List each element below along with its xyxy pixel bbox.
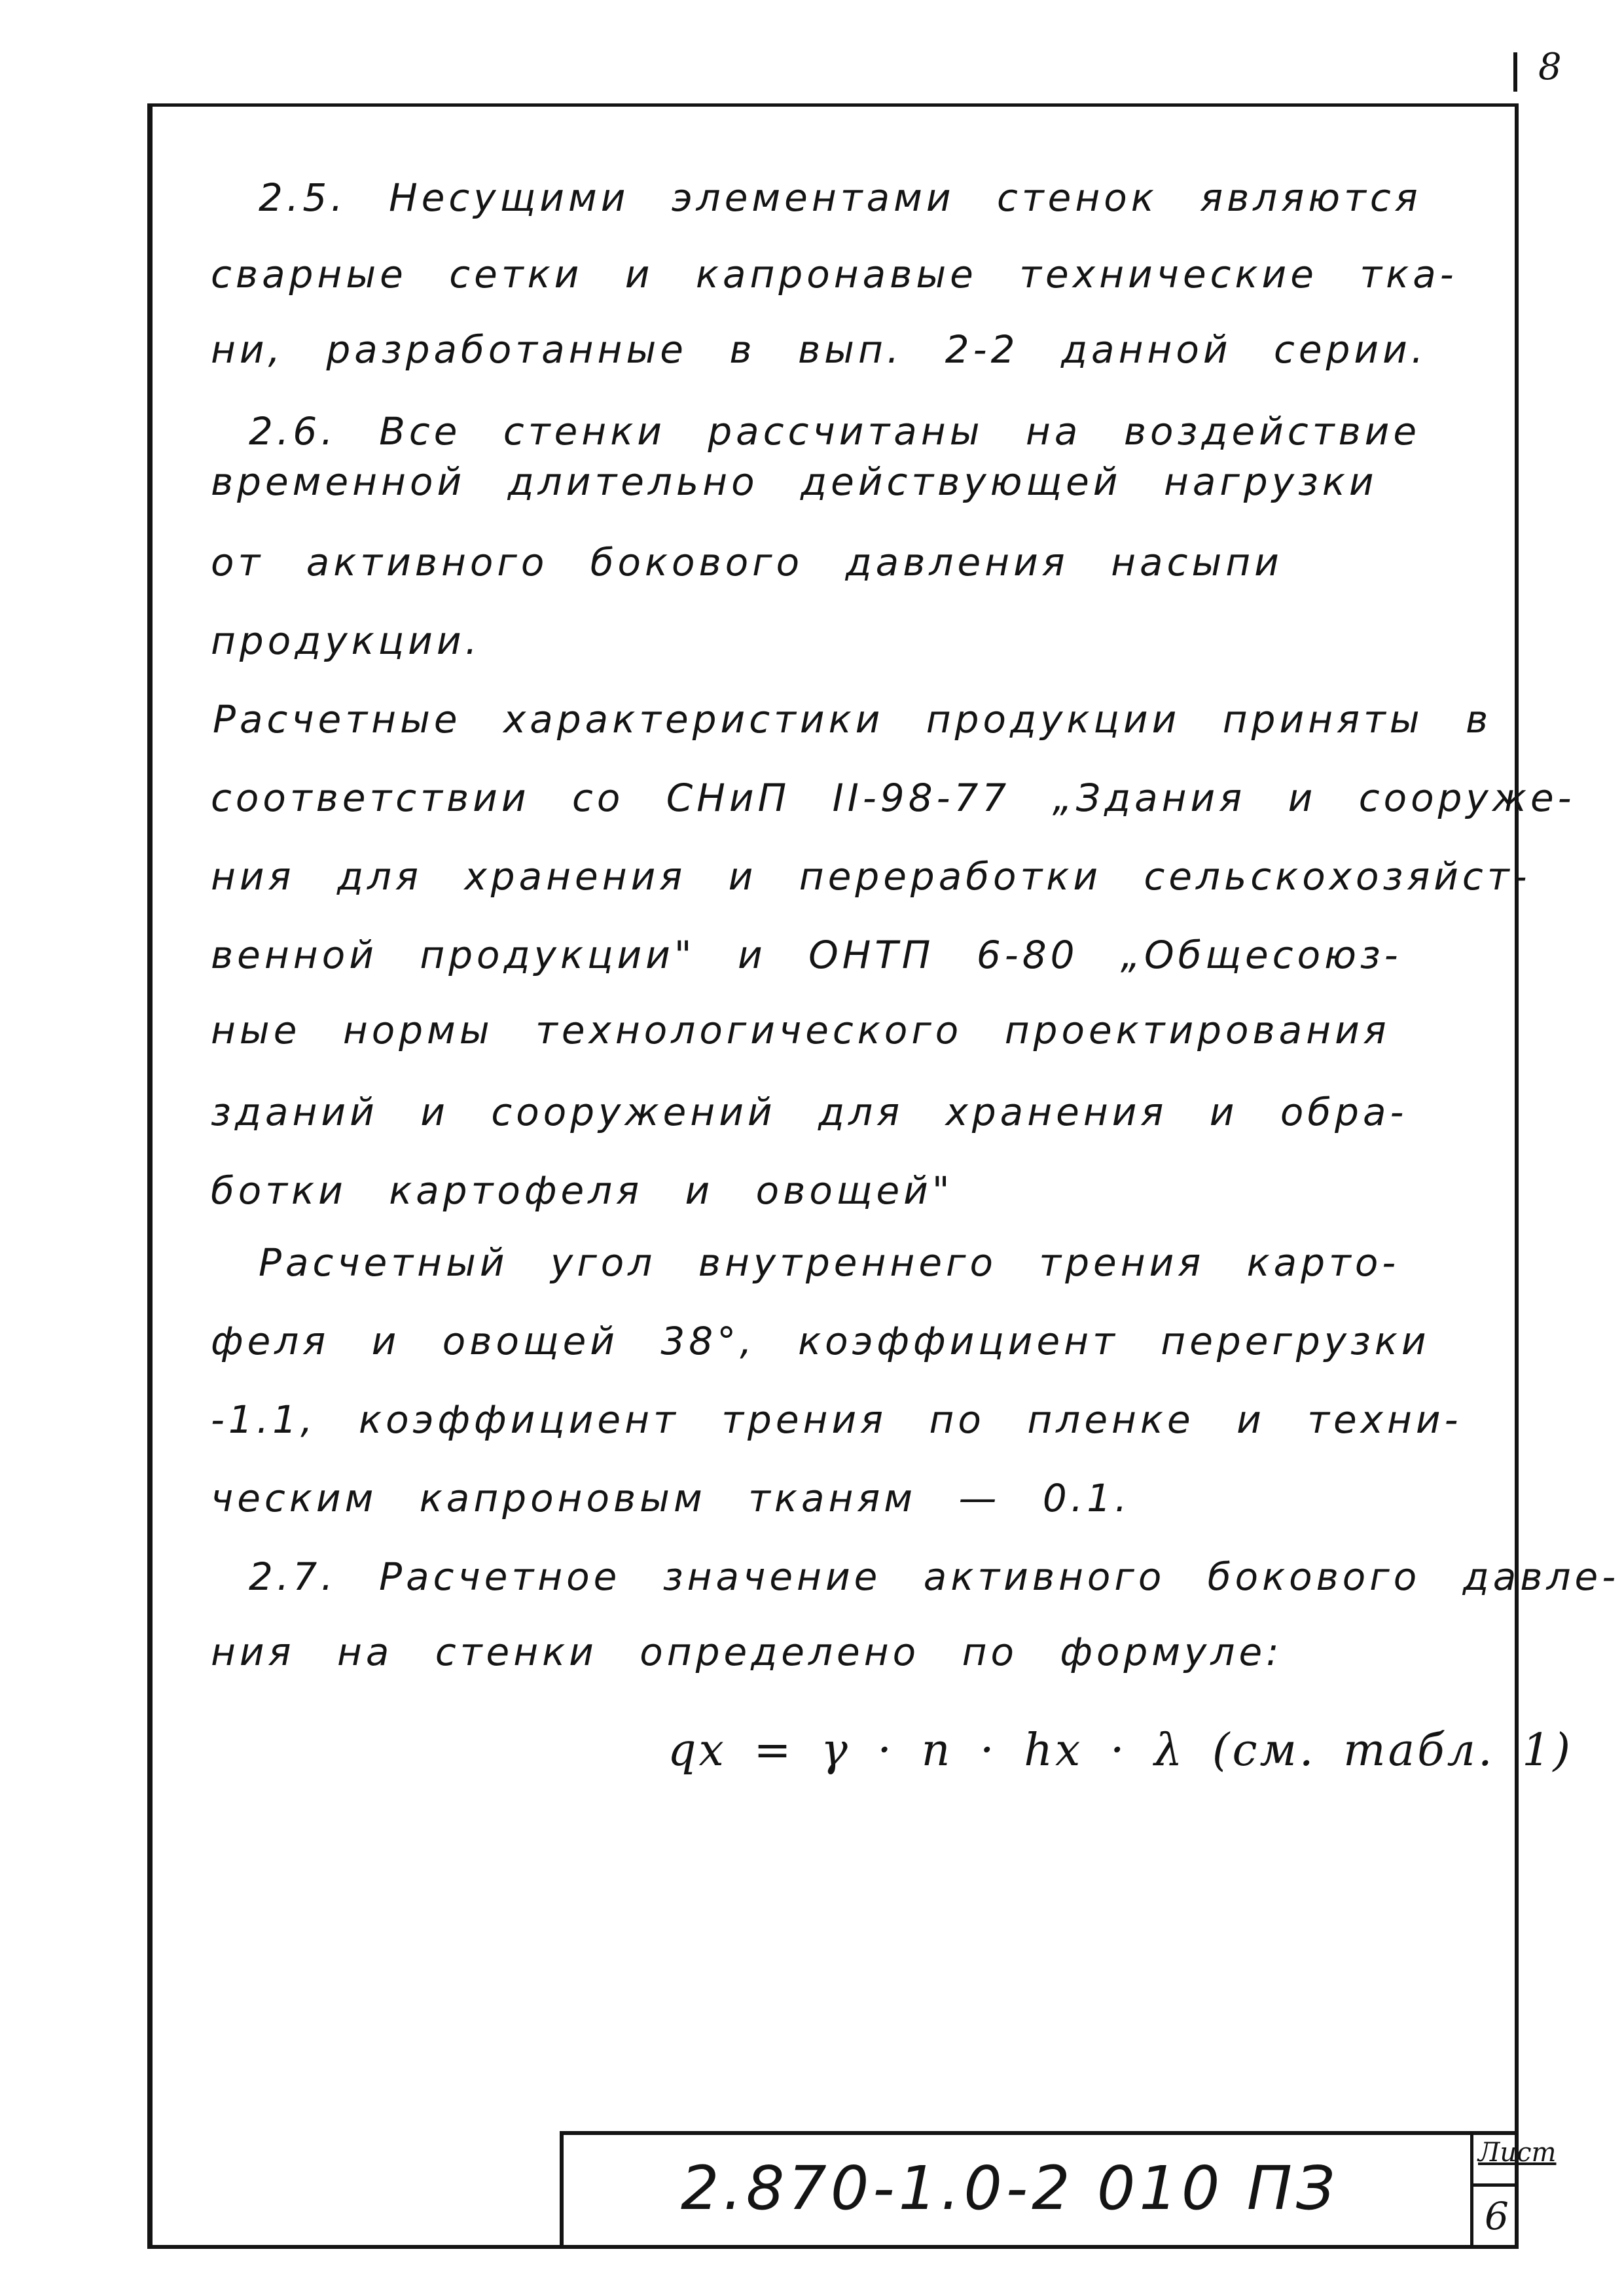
- text-line: ботки картофеля и овощей": [211, 1168, 954, 1213]
- text-line: 2.5. Несущими элементами стенок являются: [259, 175, 1422, 220]
- text-line: ния для хранения и переработки сельскохозяйст-: [211, 854, 1531, 899]
- text-line: 2.6. Все стенки рассчитаны на воздействие: [249, 409, 1421, 454]
- text-line: ни, разработанные в вып. 2-2 данной серии.: [211, 327, 1428, 372]
- text-line: сварные сетки и капронавые технические тка-: [211, 252, 1458, 296]
- text-line: Расчетные характеристики продукции приняты в: [213, 697, 1492, 742]
- text-line: от активного бокового давления насыпи: [211, 540, 1283, 584]
- text-line: продукции.: [211, 619, 481, 663]
- sheet-number: 6: [1485, 2194, 1509, 2238]
- formula: qx = γ · n · hx · λ (см. табл. 1): [668, 1725, 1573, 1776]
- text-line: венной продукции" и ОНТП 6-80 „Общесоюз-: [211, 933, 1402, 977]
- text-line: временной длительно действующей нагрузки: [211, 459, 1378, 504]
- text-line: соответствии со СНиП II-98-77 „Здания и сооруже-: [211, 776, 1576, 820]
- text-line: 2.7. Расчетное значение активного бокового давле-: [249, 1554, 1620, 1599]
- text-line: ческим капроновым тканям — 0.1.: [211, 1476, 1131, 1520]
- text-line: -1.1, коэффициент трения по пленке и техни-: [211, 1397, 1462, 1442]
- sheet-divider: [1470, 2183, 1519, 2187]
- text-line: ния на стенки определено по формуле:: [211, 1630, 1283, 1674]
- text-line: зданий и сооружений для хранения и обра-: [211, 1090, 1408, 1134]
- text-line: феля и овощей 38°, коэффициент перегрузки: [211, 1319, 1430, 1363]
- sheet-label: Лист: [1478, 2138, 1557, 2168]
- doc-code: 2.870-1.0-2 010 ПЗ: [681, 2153, 1339, 2223]
- page-number: 8: [1538, 46, 1562, 88]
- text-line: Расчетный угол внутреннего трения карто-: [259, 1240, 1400, 1285]
- text-line: ные нормы технологического проектирования: [211, 1008, 1390, 1052]
